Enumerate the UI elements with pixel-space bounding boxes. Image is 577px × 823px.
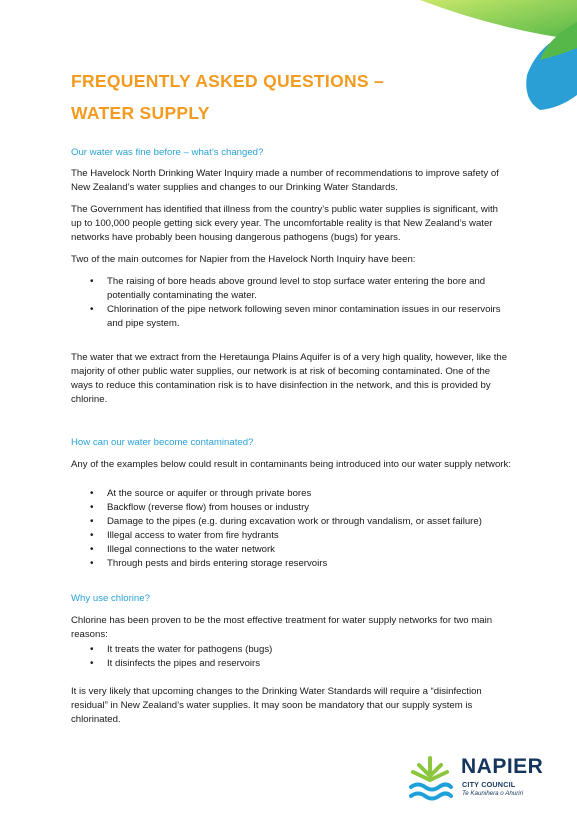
bullet-list (71, 643, 511, 671)
list-item: • Damage to the pipes (e.g. during excavation work or through vandalism, or asset failure) (71, 515, 511, 529)
question-heading-2: How can our water become contaminated? (71, 437, 254, 448)
paragraph: Two of the main outcomes for Napier from the Havelock North Inquiry have been: (71, 254, 416, 265)
page-title-line-1: FREQUENTLY ASKED QUESTIONS – (71, 71, 385, 91)
list-item: • Chlorination of the pipe network following seven minor contamination issues in our reservoirs and pipe system. (71, 303, 511, 331)
logo-tagline: Te Kaunihera o Ahuriri (462, 790, 524, 797)
list-item: • Illegal connections to the water network (71, 543, 511, 557)
list-item: • Through pests and birds entering storage reservoirs (71, 557, 511, 571)
list-item: • Backflow (reverse flow) from houses or industry (71, 501, 511, 515)
bullet-list (71, 487, 511, 571)
paragraph: The Government has identified that illness from the country’s public water supplies is significant, with up to 100,000 people getting sick every year. The uncomfortable reality is that New Zealand’s water networks have probably been housing dangerous pathogens (bugs) for years. (71, 204, 498, 243)
paragraph: Chlorine has been proven to be the most effective treatment for water supply networks for two main reasons: (71, 615, 493, 640)
logo-wordmark: NAPIER (461, 755, 544, 778)
question-heading-3: Why use chlorine? (71, 593, 150, 604)
napier-city-council-logo (405, 752, 550, 804)
page-title-line-2: WATER SUPPLY (71, 103, 210, 123)
logo-subtitle: CITY COUNCIL (462, 780, 516, 789)
list-item: • At the source or aquifer or through private bores (71, 487, 511, 501)
question-heading-1: Our water was fine before – what’s changed? (71, 147, 264, 158)
list-item: • Illegal access to water from fire hydrants (71, 529, 511, 543)
paragraph: It is very likely that upcoming changes to the Drinking Water Standards will require a “disinfection residual” in New Zealand’s water supplies. It may soon be mandatory that our supply system is chlorinated. (71, 686, 482, 725)
list-item: • It disinfects the pipes and reservoirs (71, 657, 511, 671)
paragraph: The Havelock North Drinking Water Inquiry made a number of recommendations to improve safety of New Zealand’s water supplies and changes to our Drinking Water Standards. (71, 168, 499, 193)
napier-koru-logo-icon (405, 752, 455, 804)
list-item: • The raising of bore heads above ground level to stop surface water entering the bore and potentially contaminating the water. (71, 275, 511, 303)
list-item: • It treats the water for pathogens (bugs) (71, 643, 511, 657)
bullet-list (71, 275, 511, 331)
paragraph: The water that we extract from the Heretaunga Plains Aquifer is of a very high quality, however, like the majority of other public water supplies, our network is at risk of becoming contaminated. One of the ways to reduce this contamination risk is to have disinfection in the network, and this is provided by chlorine. (71, 352, 508, 405)
paragraph: Any of the examples below could result in contaminants being introduced into our water supply network: (71, 459, 511, 470)
